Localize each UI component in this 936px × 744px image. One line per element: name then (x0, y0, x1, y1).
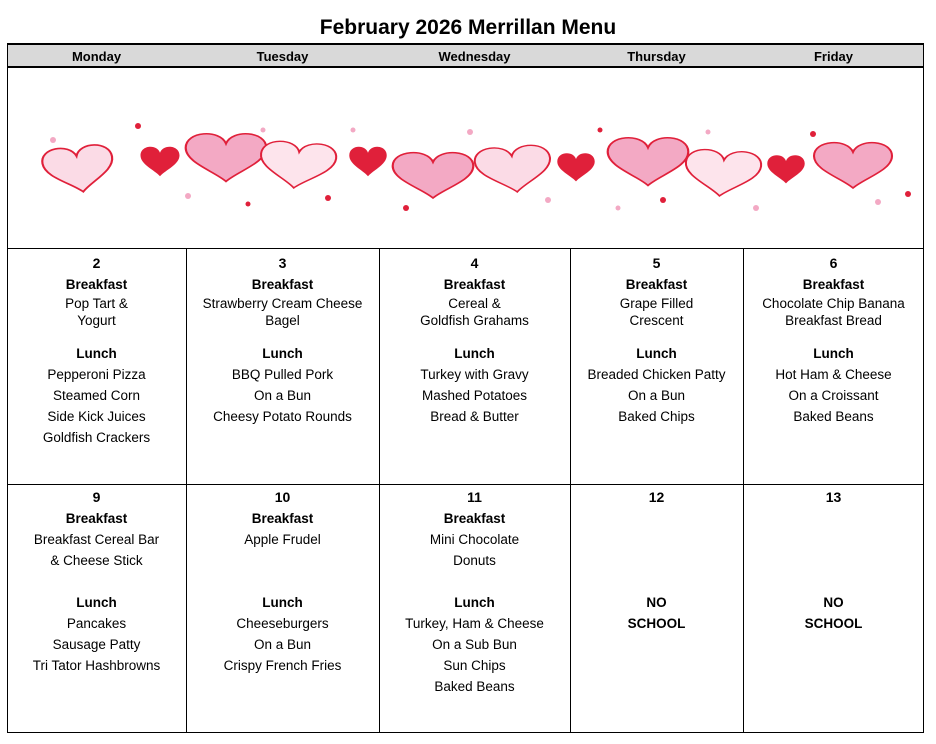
lunch-item: On a Bun (253, 388, 312, 403)
date-number: 9 (92, 489, 101, 505)
breakfast-item: Apple Frudel (244, 532, 321, 547)
lunch-item: Bread & Butter (430, 409, 519, 424)
lunch-item: Sausage Patty (52, 637, 141, 652)
lunch-item: Baked Chips (618, 409, 695, 424)
lunch-item: Crispy French Fries (223, 658, 342, 673)
lunch-item: Cheesy Potato Rounds (213, 409, 352, 424)
lunch-label: Lunch (76, 346, 117, 361)
breakfast-item: Goldfish Grahams (420, 313, 529, 328)
breakfast-item: Breakfast Cereal Bar (33, 532, 160, 547)
breakfast-label: Breakfast (802, 277, 865, 292)
date-number: 3 (278, 255, 287, 271)
breakfast-label: Breakfast (65, 511, 128, 526)
no-school-label: NO (823, 595, 844, 610)
date-number: 11 (467, 489, 482, 505)
breakfast-item: Cereal & (448, 296, 501, 311)
lunch-item: Hot Ham & Cheese (775, 367, 892, 382)
day-header-monday: Monday (71, 49, 122, 64)
lunch-item: Pepperoni Pizza (47, 367, 146, 382)
breakfast-label: Breakfast (443, 511, 506, 526)
date-number: 2 (92, 255, 101, 271)
day-cell-feb-3 (186, 253, 379, 427)
breakfast-label: Breakfast (251, 511, 314, 526)
breakfast-item: Breakfast Bread (785, 313, 882, 328)
valentine-hearts-banner (8, 68, 923, 248)
day-cell-feb-6 (743, 253, 924, 427)
day-cell-feb-11 (379, 487, 570, 697)
no-school-label: SCHOOL (804, 616, 863, 631)
day-cell-feb-5 (570, 253, 743, 427)
lunch-item: Pancakes (66, 616, 127, 631)
lunch-item: BBQ Pulled Pork (231, 367, 334, 382)
lunch-item: On a Sub Bun (432, 637, 517, 652)
date-number: 12 (648, 489, 665, 505)
heart-icon (40, 134, 892, 198)
breakfast-item: Crescent (629, 313, 684, 328)
breakfast-label: Breakfast (251, 277, 314, 292)
day-cell-feb-10 (186, 487, 379, 676)
row-divider (7, 484, 924, 485)
lunch-item: Side Kick Juices (47, 409, 146, 424)
row-divider (7, 248, 924, 249)
date-number: 6 (829, 255, 838, 271)
lunch-item: Mashed Potatoes (421, 388, 528, 403)
breakfast-label: Breakfast (625, 277, 688, 292)
lunch-item: Breaded Chicken Patty (587, 367, 726, 382)
lunch-item: Turkey, Ham & Cheese (405, 616, 544, 631)
lunch-item: Goldfish Crackers (42, 430, 151, 445)
day-cell-feb-4 (379, 253, 570, 427)
breakfast-item: & Cheese Stick (50, 553, 143, 568)
lunch-item: Steamed Corn (52, 388, 141, 403)
lunch-label: Lunch (76, 595, 117, 610)
day-header-thursday: Thursday (627, 49, 686, 64)
day-cell-feb-9 (7, 487, 186, 676)
date-number: 13 (825, 489, 842, 505)
lunch-item: Baked Beans (434, 679, 515, 694)
breakfast-item: Grape Filled (619, 296, 694, 311)
breakfast-item: Chocolate Chip Banana (762, 296, 905, 311)
breakfast-item: Pop Tart & (65, 296, 128, 311)
lunch-item: Baked Beans (793, 409, 874, 424)
no-school-label: SCHOOL (627, 616, 686, 631)
breakfast-item: Mini Chocolate (429, 532, 520, 547)
date-number: 4 (470, 255, 479, 271)
day-header-friday: Friday (813, 49, 853, 64)
breakfast-item: Donuts (453, 553, 496, 568)
date-number: 10 (274, 489, 291, 505)
lunch-label: Lunch (454, 595, 495, 610)
breakfast-label: Breakfast (443, 277, 506, 292)
day-header-tuesday: Tuesday (256, 49, 309, 64)
day-cell-feb-12 (570, 487, 743, 634)
lunch-label: Lunch (454, 346, 495, 361)
breakfast-item: Yogurt (77, 313, 116, 328)
lunch-label: Lunch (813, 346, 854, 361)
breakfast-label: Breakfast (65, 277, 128, 292)
date-number: 5 (652, 255, 661, 271)
lunch-item: Tri Tator Hashbrowns (32, 658, 161, 673)
day-cell-feb-2 (7, 253, 186, 448)
lunch-item: On a Croissant (788, 388, 879, 403)
lunch-label: Lunch (262, 595, 303, 610)
day-header-wednesday: Wednesday (438, 49, 511, 64)
breakfast-item: Bagel (265, 313, 300, 328)
lunch-label: Lunch (636, 346, 677, 361)
no-school-label: NO (646, 595, 667, 610)
lunch-item: Sun Chips (443, 658, 506, 673)
page-title: February 2026 Merrillan Menu (319, 16, 617, 39)
lunch-item: On a Bun (627, 388, 686, 403)
lunch-label: Lunch (262, 346, 303, 361)
lunch-item: Turkey with Gravy (420, 367, 529, 382)
day-cell-feb-13 (743, 487, 924, 634)
lunch-item: On a Bun (253, 637, 312, 652)
lunch-item: Cheeseburgers (236, 616, 329, 631)
breakfast-item: Strawberry Cream Cheese (202, 296, 363, 311)
